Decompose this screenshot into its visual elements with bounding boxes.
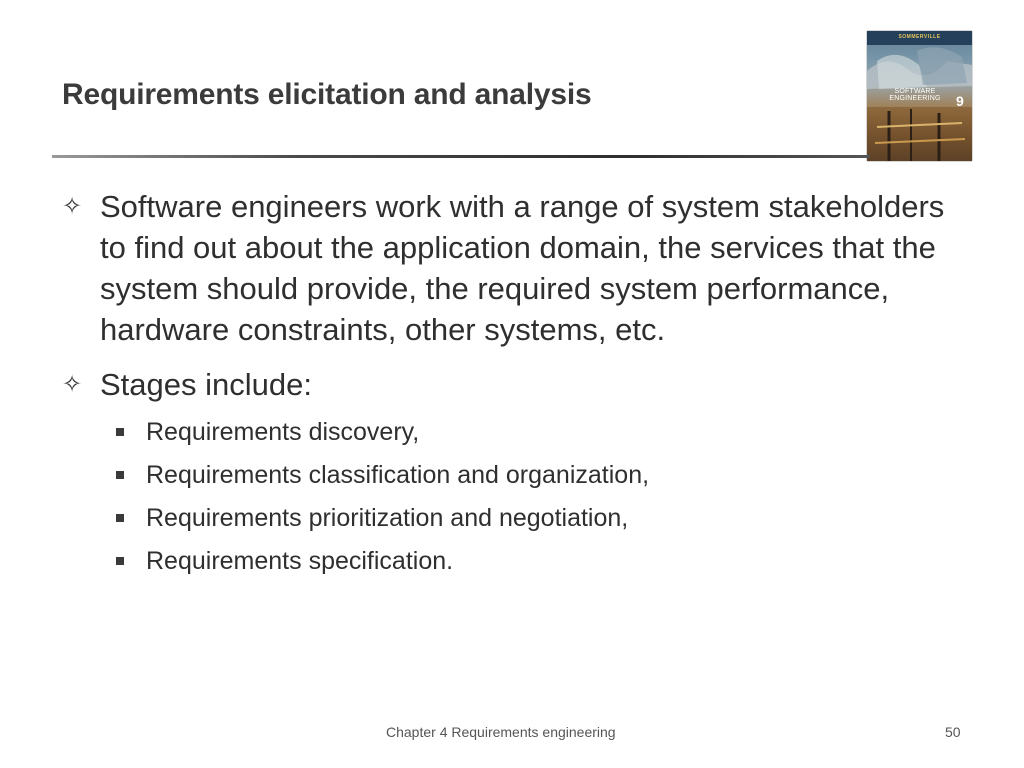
star-bullet-icon: ✧: [62, 192, 83, 220]
square-bullet-icon: [116, 514, 124, 522]
bullet-text: Software engineers work with a range of system stakeholders to find out about the application domain, the services that the system should provide, the required system performance, hardware constraints, other systems, etc.: [100, 189, 945, 347]
square-bullet-icon: [116, 557, 124, 565]
list-item-text: Requirements specification.: [146, 547, 454, 575]
list-item: [62, 417, 972, 460]
list-item: [62, 546, 972, 589]
cover-title: SOFTWARE ENGINEERING: [889, 88, 941, 102]
page-number: 50: [945, 724, 961, 740]
stages-list: [62, 417, 972, 589]
bullet-text: Stages include:: [100, 367, 312, 402]
bullet-stages: [62, 364, 972, 405]
square-bullet-icon: [116, 471, 124, 479]
list-item: [62, 503, 972, 546]
star-bullet-icon: ✧: [62, 370, 83, 398]
slide-body: [62, 186, 972, 589]
list-item-text: Requirements prioritization and negotiation,: [146, 504, 629, 532]
list-item: [62, 460, 972, 503]
list-item-text: Requirements discovery,: [146, 418, 420, 446]
slide-title: Requirements elicitation and analysis: [62, 78, 592, 111]
book-cover-image: [867, 31, 972, 161]
cover-edition: 9: [956, 93, 964, 109]
bullet-stakeholders: [62, 186, 972, 350]
square-bullet-icon: [116, 428, 124, 436]
footer-chapter-label: Chapter 4 Requirements engineering: [386, 724, 616, 740]
title-divider: [52, 155, 870, 158]
list-item-text: Requirements classification and organization,: [146, 461, 650, 489]
cover-author: SOMMERVILLE: [898, 34, 941, 40]
